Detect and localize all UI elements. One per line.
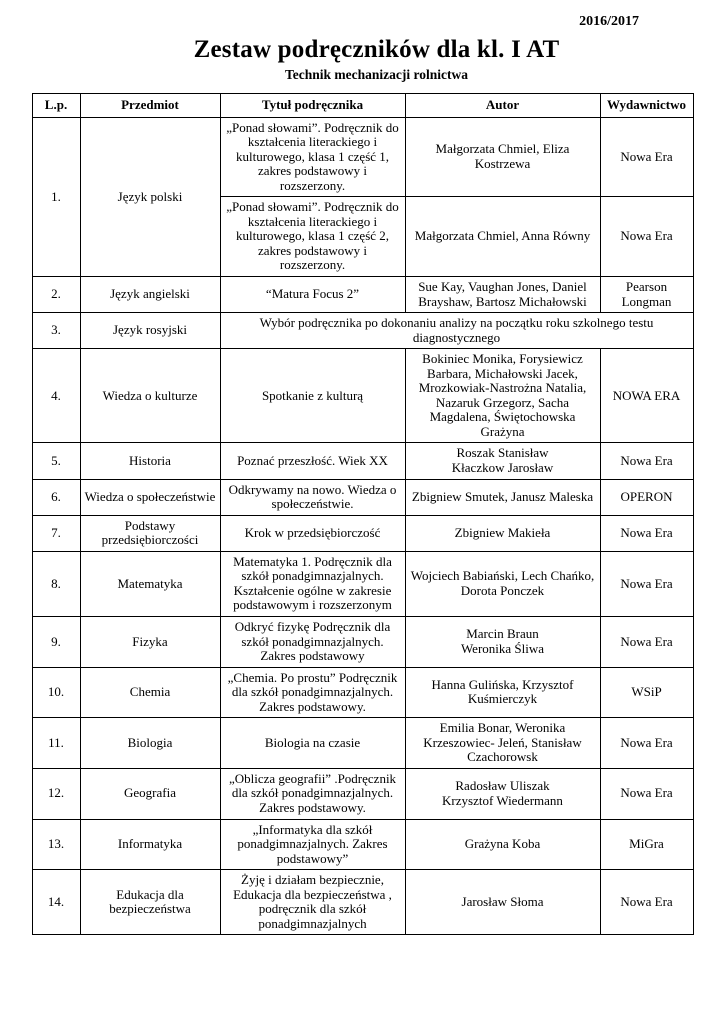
cell-subject: Chemia <box>80 667 220 718</box>
cell-lp: 10. <box>32 667 80 718</box>
cell-publisher: Nowa Era <box>600 443 693 479</box>
cell-author: Bokiniec Monika, Forysiewicz Barbara, Michałowski Jacek, Mrozkowiak-Nastrożna Natalia, Nazaruk Grzegorz, Sacha Magdalena, Świętochowska Grażyna <box>405 349 600 443</box>
cell-author: Małgorzata Chmiel, Eliza Kostrzewa <box>405 117 600 197</box>
cell-book-title: Biologia na czasie <box>220 718 405 769</box>
cell-book-title: Spotkanie z kulturą <box>220 349 405 443</box>
table-row <box>32 443 693 479</box>
cell-subject: Historia <box>80 443 220 479</box>
cell-subject: Podstawy przedsiębiorczości <box>80 515 220 551</box>
cell-lp: 2. <box>32 277 80 313</box>
table-row <box>32 515 693 551</box>
table-row <box>32 479 693 515</box>
table-row <box>32 117 693 197</box>
page-subtitle: Technik mechanizacji rolnictwa <box>285 67 468 82</box>
cell-publisher: NOWA ERA <box>600 349 693 443</box>
cell-publisher: Nowa Era <box>600 551 693 616</box>
cell-subject: Język angielski <box>80 277 220 313</box>
cell-lp: 13. <box>32 819 80 870</box>
cell-book-title: „Oblicza geografii” .Podręcznik dla szkół ponadgimnazjalnych. Zakres podstawowy. <box>220 768 405 819</box>
cell-publisher: WSiP <box>600 667 693 718</box>
cell-author: Roszak Stanisław Kłaczkow Jarosław <box>405 443 600 479</box>
cell-book-title: Żyję i działam bezpiecznie, Edukacja dla bezpieczeństwa , podręcznik dla szkół ponadgimnazjalnych <box>220 870 405 935</box>
cell-publisher: Nowa Era <box>600 870 693 935</box>
cell-author: Małgorzata Chmiel, Anna Równy <box>405 197 600 277</box>
cell-publisher: OPERON <box>600 479 693 515</box>
cell-lp: 3. <box>32 313 80 349</box>
table-row <box>32 616 693 667</box>
cell-author: Grażyna Koba <box>405 819 600 870</box>
cell-lp: 8. <box>32 551 80 616</box>
cell-publisher: Nowa Era <box>600 718 693 769</box>
table-row <box>32 313 693 349</box>
cell-publisher: Nowa Era <box>600 616 693 667</box>
cell-subject: Język rosyjski <box>80 313 220 349</box>
cell-publisher: Nowa Era <box>600 117 693 197</box>
cell-author: Wojciech Babiański, Lech Chańko, Dorota Ponczek <box>405 551 600 616</box>
cell-book-title: “Matura Focus 2” <box>220 277 405 313</box>
cell-publisher: Nowa Era <box>600 768 693 819</box>
cell-book-title: Odkrywamy na nowo. Wiedza o społeczeństwie. <box>220 479 405 515</box>
cell-subject: Język polski <box>80 117 220 276</box>
cell-book-title: Matematyka 1. Podręcznik dla szkół ponadgimnazjalnych. Kształcenie ogólne w zakresie podstawowym i rozszerzonym <box>220 551 405 616</box>
cell-book-title: „Ponad słowami”. Podręcznik do kształcenia literackiego i kulturowego, klasa 1 część 2, zakres podstawowy i rozszerzony. <box>220 197 405 277</box>
cell-lp: 12. <box>32 768 80 819</box>
cell-subject: Biologia <box>80 718 220 769</box>
table-row <box>32 667 693 718</box>
cell-subject: Informatyka <box>80 819 220 870</box>
header-lp: L.p. <box>32 94 80 118</box>
cell-lp: 4. <box>32 349 80 443</box>
textbook-table <box>32 93 694 935</box>
cell-author: Marcin Braun Weronika Śliwa <box>405 616 600 667</box>
page-title: Zestaw podręczników dla kl. I AT <box>193 36 560 63</box>
cell-author: Radosław Uliszak Krzysztof Wiedermann <box>405 768 600 819</box>
cell-subject: Wiedza o społeczeństwie <box>80 479 220 515</box>
table-row <box>32 277 693 313</box>
cell-author: Hanna Gulińska, Krzysztof Kuśmierczyk <box>405 667 600 718</box>
cell-subject: Matematyka <box>80 551 220 616</box>
cell-book-title: Krok w przedsiębiorczość <box>220 515 405 551</box>
cell-lp: 9. <box>32 616 80 667</box>
table-body <box>32 117 693 935</box>
cell-book-title: „Chemia. Po prostu” Podręcznik dla szkół ponadgimnazjalnych. Zakres podstawowy. <box>220 667 405 718</box>
school-year: 2016/2017 <box>579 14 639 29</box>
cell-author: Jarosław Słoma <box>405 870 600 935</box>
table-row <box>32 768 693 819</box>
cell-book-title: Odkryć fizykę Podręcznik dla szkół ponadgimnazjalnych. Zakres podstawowy <box>220 616 405 667</box>
header-subject: Przedmiot <box>80 94 220 118</box>
cell-author: Zbigniew Smutek, Janusz Maleska <box>405 479 600 515</box>
table-header-row <box>32 94 693 118</box>
table-row <box>32 349 693 443</box>
cell-subject: Edukacja dla bezpieczeństwa <box>80 870 220 935</box>
cell-book-title: „Ponad słowami”. Podręcznik do kształcenia literackiego i kulturowego, klasa 1 część 1, zakres podstawowy i rozszerzony. <box>220 117 405 197</box>
table-row <box>32 551 693 616</box>
cell-lp: 6. <box>32 479 80 515</box>
header-author: Autor <box>405 94 600 118</box>
cell-book-title: „Informatyka dla szkół ponadgimnazjalnych. Zakres podstawowy” <box>220 819 405 870</box>
cell-lp: 5. <box>32 443 80 479</box>
header-book-title: Tytuł podręcznika <box>220 94 405 118</box>
cell-publisher: Pearson Longman <box>600 277 693 313</box>
cell-author: Zbigniew Makieła <box>405 515 600 551</box>
cell-lp: 14. <box>32 870 80 935</box>
cell-lp: 11. <box>32 718 80 769</box>
cell-note: Wybór podręcznika po dokonaniu analizy na początku roku szkolnego testu diagnostycznego <box>220 313 693 349</box>
cell-lp: 1. <box>32 117 80 276</box>
cell-subject: Wiedza o kulturze <box>80 349 220 443</box>
table-row <box>32 819 693 870</box>
cell-author: Emilia Bonar, Weronika Krzeszowiec- Jeleń, Stanisław Czachorowsk <box>405 718 600 769</box>
header-publisher: Wydawnictwo <box>600 94 693 118</box>
cell-lp: 7. <box>32 515 80 551</box>
cell-subject: Fizyka <box>80 616 220 667</box>
cell-author: Sue Kay, Vaughan Jones, Daniel Brayshaw, Bartosz Michałowski <box>405 277 600 313</box>
table-row <box>32 718 693 769</box>
cell-book-title: Poznać przeszłość. Wiek XX <box>220 443 405 479</box>
cell-publisher: Nowa Era <box>600 197 693 277</box>
cell-subject: Geografia <box>80 768 220 819</box>
cell-publisher: Nowa Era <box>600 515 693 551</box>
table-row <box>32 870 693 935</box>
cell-publisher: MiGra <box>600 819 693 870</box>
